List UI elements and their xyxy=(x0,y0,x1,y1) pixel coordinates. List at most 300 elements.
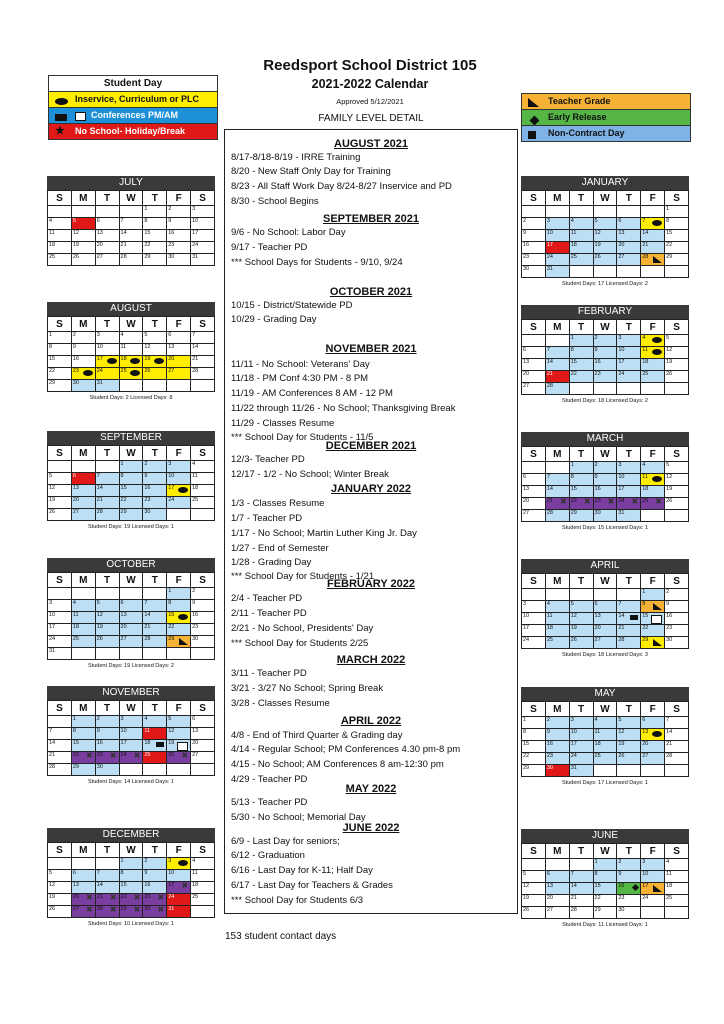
empty-cell xyxy=(641,266,665,278)
teacher-grade-icon xyxy=(653,639,662,649)
weekday-header: F xyxy=(641,574,665,589)
day-number: 30 xyxy=(594,510,601,516)
day-cell xyxy=(617,895,641,907)
empty-cell xyxy=(569,266,593,278)
day-number: 19 xyxy=(72,242,79,248)
day-number: 26 xyxy=(49,906,56,912)
day-cell xyxy=(167,473,191,485)
day-number: 7 xyxy=(666,717,670,723)
day-cell xyxy=(545,371,569,383)
day-cell xyxy=(569,335,593,347)
empty-cell xyxy=(119,380,143,392)
day-cell xyxy=(95,764,119,776)
day-number: 22 xyxy=(168,624,175,630)
weekday-header: S xyxy=(665,447,689,462)
day-cell xyxy=(71,230,95,242)
day-cell xyxy=(665,601,689,613)
empty-cell xyxy=(143,648,167,660)
detail-line: 6/17 - Last Day for Teachers & Grades xyxy=(231,880,393,891)
day-number: 22 xyxy=(72,752,79,758)
day-cell xyxy=(569,765,593,777)
day-cell xyxy=(167,230,191,242)
empty-cell xyxy=(167,380,191,392)
day-number: 5 xyxy=(594,218,598,224)
day-cell xyxy=(48,254,72,266)
day-cell xyxy=(665,498,689,510)
day-cell xyxy=(593,883,617,895)
day-cell xyxy=(71,473,95,485)
calendar-march xyxy=(521,432,689,531)
detail-line: 11/19 - AM Conferences 8 AM - 12 PM xyxy=(231,388,393,399)
day-cell xyxy=(95,485,119,497)
day-number: 4 xyxy=(192,461,196,467)
day-number: 16 xyxy=(666,613,673,619)
day-cell xyxy=(95,600,119,612)
day-number: 17 xyxy=(618,486,625,492)
day-number: 17 xyxy=(192,230,199,236)
day-number: 4 xyxy=(192,858,196,864)
day-cell xyxy=(167,600,191,612)
day-number: 15 xyxy=(642,613,649,619)
day-number: 20 xyxy=(72,894,79,900)
day-cell xyxy=(167,906,191,918)
month-name: SEPTEMBER xyxy=(47,431,215,445)
day-cell xyxy=(191,254,215,266)
empty-cell xyxy=(48,716,72,728)
day-number: 13 xyxy=(642,729,649,735)
day-cell xyxy=(545,498,569,510)
weekday-header: T xyxy=(617,447,641,462)
day-cell xyxy=(522,765,546,777)
day-number: 21 xyxy=(570,895,577,901)
day-cell xyxy=(119,368,143,380)
calendar-january xyxy=(521,176,689,287)
empty-cell xyxy=(191,380,215,392)
day-cell xyxy=(167,254,191,266)
day-cell xyxy=(95,473,119,485)
day-number: 3 xyxy=(168,461,172,467)
detail-month-heading: OCTOBER 2021 xyxy=(329,286,413,298)
day-number: 19 xyxy=(523,895,530,901)
day-number: 31 xyxy=(192,254,199,260)
day-number: 10 xyxy=(49,612,56,618)
empty-cell xyxy=(641,383,665,395)
day-number: 19 xyxy=(49,894,56,900)
day-number: 11 xyxy=(192,473,198,479)
weekday-header: S xyxy=(665,702,689,717)
day-cell xyxy=(71,716,95,728)
weekday-header: S xyxy=(522,702,546,717)
day-cell xyxy=(641,242,665,254)
day-number: 22 xyxy=(144,242,151,248)
day-number: 6 xyxy=(594,601,598,607)
day-number: 21 xyxy=(666,741,673,747)
day-number: 1 xyxy=(120,858,124,864)
detail-line: 1/7 - Teacher PD xyxy=(231,513,303,524)
detail-line: *** School Day for Students 6/3 xyxy=(231,895,364,906)
day-number: 21 xyxy=(96,894,103,900)
month-footer: Student Days: 18 Licensed Days: 2 xyxy=(562,398,648,404)
day-number: 18 xyxy=(192,485,199,491)
day-cell xyxy=(593,230,617,242)
day-number: 16 xyxy=(72,356,79,362)
detail-month-heading: FEBRUARY 2022 xyxy=(326,578,416,590)
day-number: 5 xyxy=(96,600,100,606)
day-cell xyxy=(593,498,617,510)
day-cell xyxy=(569,230,593,242)
day-cell xyxy=(48,600,72,612)
day-cell xyxy=(641,625,665,637)
weekday-header: T xyxy=(143,701,167,716)
weekday-header: F xyxy=(167,317,191,332)
weekday-header: T xyxy=(143,446,167,461)
day-cell xyxy=(617,717,641,729)
day-number: 30 xyxy=(168,254,175,260)
month-footer: Student Days: 14 Licensed Days: 1 xyxy=(88,779,174,785)
day-cell xyxy=(569,625,593,637)
day-number: 28 xyxy=(570,907,577,913)
day-cell xyxy=(119,740,143,752)
day-number: 27 xyxy=(523,510,530,516)
day-number: 23 xyxy=(666,625,673,631)
square-icon xyxy=(528,129,536,144)
day-number: 9 xyxy=(594,474,598,480)
day-cell xyxy=(143,254,167,266)
month-name: NOVEMBER xyxy=(47,686,215,700)
day-cell xyxy=(569,637,593,649)
day-cell xyxy=(569,871,593,883)
month-name: AUGUST xyxy=(47,302,215,316)
day-number: 10 xyxy=(168,870,175,876)
day-number: 29 xyxy=(168,636,175,642)
day-number: 23 xyxy=(144,497,151,503)
day-cell xyxy=(71,882,95,894)
day-cell xyxy=(569,907,593,919)
day-cell xyxy=(143,600,167,612)
day-cell xyxy=(48,728,72,740)
day-cell xyxy=(665,218,689,230)
day-cell xyxy=(48,473,72,485)
weekday-header: M xyxy=(71,317,95,332)
day-cell xyxy=(593,254,617,266)
day-cell xyxy=(522,242,546,254)
empty-cell xyxy=(71,588,95,600)
day-number: 6 xyxy=(72,870,76,876)
weekday-header: W xyxy=(593,191,617,206)
day-number: 12 xyxy=(168,728,175,734)
day-number: 30 xyxy=(666,637,673,643)
legend-no-school xyxy=(49,123,217,139)
day-cell xyxy=(143,858,167,870)
day-number: 4 xyxy=(570,218,574,224)
day-cell xyxy=(617,359,641,371)
day-number: 18 xyxy=(120,356,127,362)
day-number: 4 xyxy=(49,218,53,224)
weekday-header: M xyxy=(545,844,569,859)
day-number: 14 xyxy=(96,485,103,491)
teacher-grade-icon xyxy=(653,603,662,613)
day-cell xyxy=(167,752,191,764)
day-number: 5 xyxy=(168,716,172,722)
day-cell xyxy=(191,624,215,636)
day-number: 11 xyxy=(144,728,151,734)
inservice-icon xyxy=(107,358,117,367)
detail-line: 3/11 - Teacher PD xyxy=(231,668,307,679)
teacher-grade-icon xyxy=(179,638,188,648)
day-number: 23 xyxy=(72,368,79,374)
day-cell xyxy=(119,218,143,230)
day-cell xyxy=(569,613,593,625)
day-number: 18 xyxy=(72,624,79,630)
day-cell xyxy=(119,882,143,894)
day-number: 11 xyxy=(594,729,601,735)
day-number: 12 xyxy=(49,882,56,888)
day-cell xyxy=(191,740,215,752)
day-cell xyxy=(545,383,569,395)
day-number: 20 xyxy=(523,371,530,377)
day-number: 24 xyxy=(192,242,199,248)
weekday-header: F xyxy=(641,191,665,206)
day-number: 28 xyxy=(96,906,103,912)
day-number: 22 xyxy=(666,242,673,248)
empty-cell xyxy=(71,648,95,660)
day-number: 28 xyxy=(96,509,103,515)
day-cell xyxy=(143,332,167,344)
family-detail-box xyxy=(224,113,518,914)
day-number: 6 xyxy=(642,717,646,723)
day-cell xyxy=(167,485,191,497)
day-number: 25 xyxy=(192,894,199,900)
day-number: 12 xyxy=(523,883,530,889)
day-cell xyxy=(665,871,689,883)
day-number: 22 xyxy=(570,371,577,377)
legend-inservice-label: Inservice, Curriculum or PLC xyxy=(75,94,200,104)
day-cell xyxy=(48,356,72,368)
day-cell xyxy=(569,474,593,486)
day-cell xyxy=(522,254,546,266)
empty-cell xyxy=(545,859,569,871)
day-number: 7 xyxy=(192,332,196,338)
day-number: 9 xyxy=(594,347,598,353)
day-cell xyxy=(48,230,72,242)
month-name: OCTOBER xyxy=(47,558,215,572)
day-cell xyxy=(617,625,641,637)
detail-line: 11/18 - PM Conf 4:30 PM - 8 PM xyxy=(231,373,369,384)
day-cell xyxy=(569,359,593,371)
day-cell xyxy=(522,871,546,883)
day-number: 19 xyxy=(666,359,673,365)
detail-line: 8/20 - New Staff Only Day for Training xyxy=(231,166,391,177)
day-cell xyxy=(191,473,215,485)
day-number: 14 xyxy=(618,613,625,619)
day-number: 25 xyxy=(570,254,577,260)
day-cell xyxy=(522,383,546,395)
day-cell xyxy=(119,894,143,906)
empty-cell xyxy=(95,858,119,870)
day-number: 16 xyxy=(594,486,601,492)
day-number: 20 xyxy=(192,740,199,746)
day-cell xyxy=(48,624,72,636)
month-name: JANUARY xyxy=(521,176,689,190)
day-cell xyxy=(48,497,72,509)
empty-cell xyxy=(143,764,167,776)
day-cell xyxy=(569,717,593,729)
day-number: 5 xyxy=(49,473,53,479)
detail-line: 12/3- Teacher PD xyxy=(231,454,305,465)
day-cell xyxy=(167,332,191,344)
weekday-header: T xyxy=(143,191,167,206)
empty-cell xyxy=(191,764,215,776)
day-number: 29 xyxy=(594,907,601,913)
day-cell xyxy=(665,729,689,741)
day-number: 19 xyxy=(49,497,56,503)
day-cell xyxy=(569,895,593,907)
day-cell xyxy=(522,371,546,383)
day-cell xyxy=(569,218,593,230)
empty-cell xyxy=(545,206,569,218)
day-cell xyxy=(48,509,72,521)
day-number: 8 xyxy=(666,218,670,224)
day-number: 10 xyxy=(546,230,553,236)
day-cell xyxy=(522,510,546,522)
detail-line: 4/29 - Teacher PD xyxy=(231,774,308,785)
month-footer: Student Days: 19 Licensed Days: 2 xyxy=(88,663,174,669)
day-cell xyxy=(593,859,617,871)
day-cell xyxy=(143,206,167,218)
day-cell xyxy=(593,359,617,371)
legend-early-release-label: Early Release xyxy=(548,112,607,122)
weekday-header: W xyxy=(593,447,617,462)
teacher-grade-icon xyxy=(653,256,662,266)
weekday-header: M xyxy=(545,702,569,717)
day-number: 19 xyxy=(570,625,577,631)
day-number: 2 xyxy=(192,588,196,594)
day-cell xyxy=(143,752,167,764)
day-cell xyxy=(48,612,72,624)
detail-line: 8/23 - All Staff Work Day 8/24-8/27 Inservice and PD xyxy=(231,181,452,192)
day-number: 21 xyxy=(192,356,199,362)
day-cell xyxy=(641,218,665,230)
day-number: 3 xyxy=(618,462,622,468)
empty-cell xyxy=(119,588,143,600)
day-number: 20 xyxy=(96,242,103,248)
inservice-icon xyxy=(652,349,662,358)
day-number: 20 xyxy=(523,498,530,504)
no-school-icon: ✖ xyxy=(133,893,141,902)
day-cell xyxy=(617,859,641,871)
day-number: 15 xyxy=(120,485,127,491)
day-number: 25 xyxy=(666,895,673,901)
inservice-icon xyxy=(652,731,662,740)
weekday-header: T xyxy=(617,574,641,589)
day-cell xyxy=(95,344,119,356)
day-cell xyxy=(522,613,546,625)
day-number: 28 xyxy=(192,368,199,374)
day-number: 27 xyxy=(523,383,530,389)
weekday-header: F xyxy=(167,843,191,858)
weekday-header: M xyxy=(71,843,95,858)
no-school-icon: ✖ xyxy=(157,905,165,914)
day-cell xyxy=(545,218,569,230)
day-cell xyxy=(522,637,546,649)
day-number: 20 xyxy=(120,624,127,630)
day-cell xyxy=(522,498,546,510)
day-cell xyxy=(167,206,191,218)
day-cell xyxy=(71,380,95,392)
contact-days: 153 student contact days xyxy=(225,931,337,942)
day-cell xyxy=(191,882,215,894)
day-number: 22 xyxy=(120,894,127,900)
day-cell xyxy=(545,717,569,729)
day-cell xyxy=(167,461,191,473)
no-school-icon: ✖ xyxy=(655,497,663,506)
day-cell xyxy=(167,218,191,230)
day-cell xyxy=(119,230,143,242)
day-number: 23 xyxy=(594,498,601,504)
day-number: 16 xyxy=(192,612,199,618)
day-number: 9 xyxy=(144,870,148,876)
day-cell xyxy=(48,870,72,882)
day-cell xyxy=(143,624,167,636)
day-number: 12 xyxy=(72,230,79,236)
day-cell xyxy=(641,729,665,741)
day-cell xyxy=(71,870,95,882)
day-number: 18 xyxy=(642,486,649,492)
day-cell xyxy=(617,510,641,522)
day-number: 7 xyxy=(49,728,53,734)
day-cell xyxy=(545,907,569,919)
day-cell xyxy=(569,741,593,753)
weekday-header: S xyxy=(522,191,546,206)
day-cell xyxy=(665,625,689,637)
day-number: 13 xyxy=(72,882,79,888)
day-number: 27 xyxy=(618,254,625,260)
weekday-header: W xyxy=(593,574,617,589)
day-number: 9 xyxy=(72,344,76,350)
day-cell xyxy=(167,870,191,882)
calendar-december xyxy=(47,828,215,927)
weekday-header: S xyxy=(522,844,546,859)
empty-cell xyxy=(522,335,546,347)
day-number: 9 xyxy=(666,601,670,607)
day-cell xyxy=(641,741,665,753)
day-cell xyxy=(167,356,191,368)
detail-line: 4/15 - No School; AM Conferences 8 am-12:30 pm xyxy=(231,759,444,770)
day-cell xyxy=(545,765,569,777)
day-number: 24 xyxy=(96,368,103,374)
day-cell xyxy=(545,895,569,907)
empty-cell xyxy=(522,206,546,218)
day-cell xyxy=(641,753,665,765)
no-school-icon: ✖ xyxy=(607,497,615,506)
weekday-header: S xyxy=(665,191,689,206)
weekday-header: F xyxy=(167,573,191,588)
day-cell xyxy=(593,907,617,919)
day-cell xyxy=(593,637,617,649)
day-cell xyxy=(545,359,569,371)
day-cell xyxy=(617,753,641,765)
weekday-header: T xyxy=(617,191,641,206)
day-number: 29 xyxy=(72,764,79,770)
day-number: 24 xyxy=(168,894,175,900)
day-number: 31 xyxy=(96,380,103,386)
day-number: 30 xyxy=(72,380,79,386)
day-cell xyxy=(167,858,191,870)
day-cell xyxy=(545,601,569,613)
weekday-header: M xyxy=(71,573,95,588)
day-cell xyxy=(665,347,689,359)
day-cell xyxy=(522,729,546,741)
